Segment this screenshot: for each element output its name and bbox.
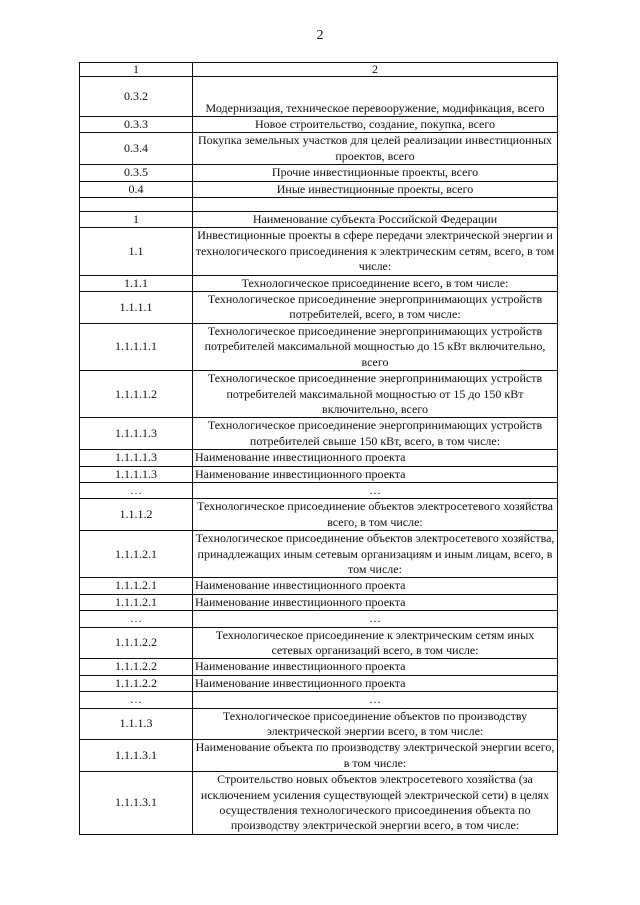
row-name: Строительство новых объектов электросетевого хозяйства (за исключением усиления существующей электрической сети) в целях осуществления технологического присоединения объекта по производству электрической энергии всего, в том числе:	[193, 772, 558, 835]
table-row	[80, 627, 558, 659]
table-row	[80, 659, 558, 675]
table-row	[80, 418, 558, 450]
row-code: 1.1.1.1.1	[80, 323, 193, 370]
row-code: 1.1.1.2.2	[80, 659, 193, 675]
row-name: Наименование субъекта Российской Федерации	[193, 212, 558, 228]
table-row	[80, 371, 558, 418]
row-code: 1.1.1.2.1	[80, 531, 193, 578]
table-row	[80, 482, 558, 498]
row-name: Наименование инвестиционного проекта	[193, 594, 558, 610]
row-name: Инвестиционные проекты в сфере передачи электрической энергии и технологического присоединения к электрическим сетям, всего, в том числе:	[193, 228, 558, 275]
blank-row	[80, 198, 558, 212]
table-row	[80, 578, 558, 594]
row-code: 1.1.1	[80, 275, 193, 291]
row-code: …	[80, 611, 193, 627]
row-code: 1.1.1.1	[80, 292, 193, 324]
row-code: 1.1.1.2.1	[80, 578, 193, 594]
row-name: Прочие инвестиционные проекты, всего	[193, 165, 558, 181]
table-row	[80, 692, 558, 708]
row-code: 0.3.2	[80, 77, 193, 117]
row-code: 1.1.1.3.1	[80, 772, 193, 835]
table-row	[80, 708, 558, 740]
table-row	[80, 228, 558, 275]
row-code: 0.3.5	[80, 165, 193, 181]
row-name: Наименование объекта по производству электрической энергии всего, в том числе:	[193, 740, 558, 772]
table-row	[80, 772, 558, 835]
table-row	[80, 466, 558, 482]
table-row	[80, 212, 558, 228]
table-row	[80, 531, 558, 578]
row-name: Наименование инвестиционного проекта	[193, 675, 558, 691]
row-name: Технологическое присоединение объектов электросетевого хозяйства, принадлежащих иным сетевым организациям и иным лицам, всего, в том числе:	[193, 531, 558, 578]
row-name: Покупка земельных участков для целей реализации инвестиционных проектов, всего	[193, 133, 558, 165]
table-row	[80, 133, 558, 165]
row-name: Технологическое присоединение к электрическим сетям иных сетевых организаций всего, в том числе:	[193, 627, 558, 659]
table-row	[80, 594, 558, 610]
row-name: Наименование инвестиционного проекта	[193, 450, 558, 466]
row-code: …	[80, 482, 193, 498]
row-name: Наименование инвестиционного проекта	[193, 466, 558, 482]
row-name: Технологическое присоединение энергопринимающих устройств потребителей максимальной мощностью от 15 до 150 кВт включительно, всего	[193, 371, 558, 418]
row-name: Модернизация, техническое перевооружение, модификация, всего	[193, 77, 558, 117]
table-row	[80, 165, 558, 181]
table-row	[80, 450, 558, 466]
row-name: Новое строительство, создание, покупка, всего	[193, 117, 558, 133]
page-number: 2	[316, 28, 324, 43]
table-row	[80, 740, 558, 772]
row-code: 1.1.1.1.3	[80, 466, 193, 482]
row-code: 1.1.1.1.3	[80, 450, 193, 466]
row-code: 1.1.1.1.3	[80, 418, 193, 450]
row-name: …	[193, 692, 558, 708]
row-name	[193, 198, 558, 212]
row-name: …	[193, 611, 558, 627]
row-code: 1.1.1.3	[80, 708, 193, 740]
row-code: 1.1.1.1.2	[80, 371, 193, 418]
investment-projects-table	[79, 62, 558, 835]
row-code: 1.1.1.2.2	[80, 675, 193, 691]
header-col-2: 2	[193, 63, 558, 77]
row-name: Наименование инвестиционного проекта	[193, 659, 558, 675]
table-row	[80, 292, 558, 324]
table-row	[80, 323, 558, 370]
table-header-row	[80, 63, 558, 77]
table-row	[80, 675, 558, 691]
table-row	[80, 275, 558, 291]
row-code: 1.1.1.2	[80, 499, 193, 531]
row-code: 1.1	[80, 228, 193, 275]
table-row	[80, 181, 558, 197]
row-code	[80, 198, 193, 212]
row-code: 0.3.4	[80, 133, 193, 165]
row-name: Технологическое присоединение объектов электросетевого хозяйства всего, в том числе:	[193, 499, 558, 531]
table-row	[80, 117, 558, 133]
table-row	[80, 77, 558, 117]
row-name: Технологическое присоединение энергопринимающих устройств потребителей максимальной мощностью до 15 кВт включительно, всего	[193, 323, 558, 370]
row-code: 1.1.1.3.1	[80, 740, 193, 772]
row-name: Наименование инвестиционного проекта	[193, 578, 558, 594]
row-name: Технологическое присоединение объектов по производству электрической энергии всего, в том числе:	[193, 708, 558, 740]
row-code: 1	[80, 212, 193, 228]
row-code: 0.4	[80, 181, 193, 197]
row-name: Иные инвестиционные проекты, всего	[193, 181, 558, 197]
header-col-1: 1	[80, 63, 193, 77]
row-name: Технологическое присоединение энергопринимающих устройств потребителей, всего, в том числе:	[193, 292, 558, 324]
row-code: …	[80, 692, 193, 708]
table-row	[80, 611, 558, 627]
row-name: …	[193, 482, 558, 498]
row-code: 1.1.1.2.1	[80, 594, 193, 610]
row-name: Технологическое присоединение энергопринимающих устройств потребителей свыше 150 кВт, всего, в том числе:	[193, 418, 558, 450]
row-name: Технологическое присоединение всего, в том числе:	[193, 275, 558, 291]
row-code: 0.3.3	[80, 117, 193, 133]
row-code: 1.1.1.2.2	[80, 627, 193, 659]
table-row	[80, 499, 558, 531]
